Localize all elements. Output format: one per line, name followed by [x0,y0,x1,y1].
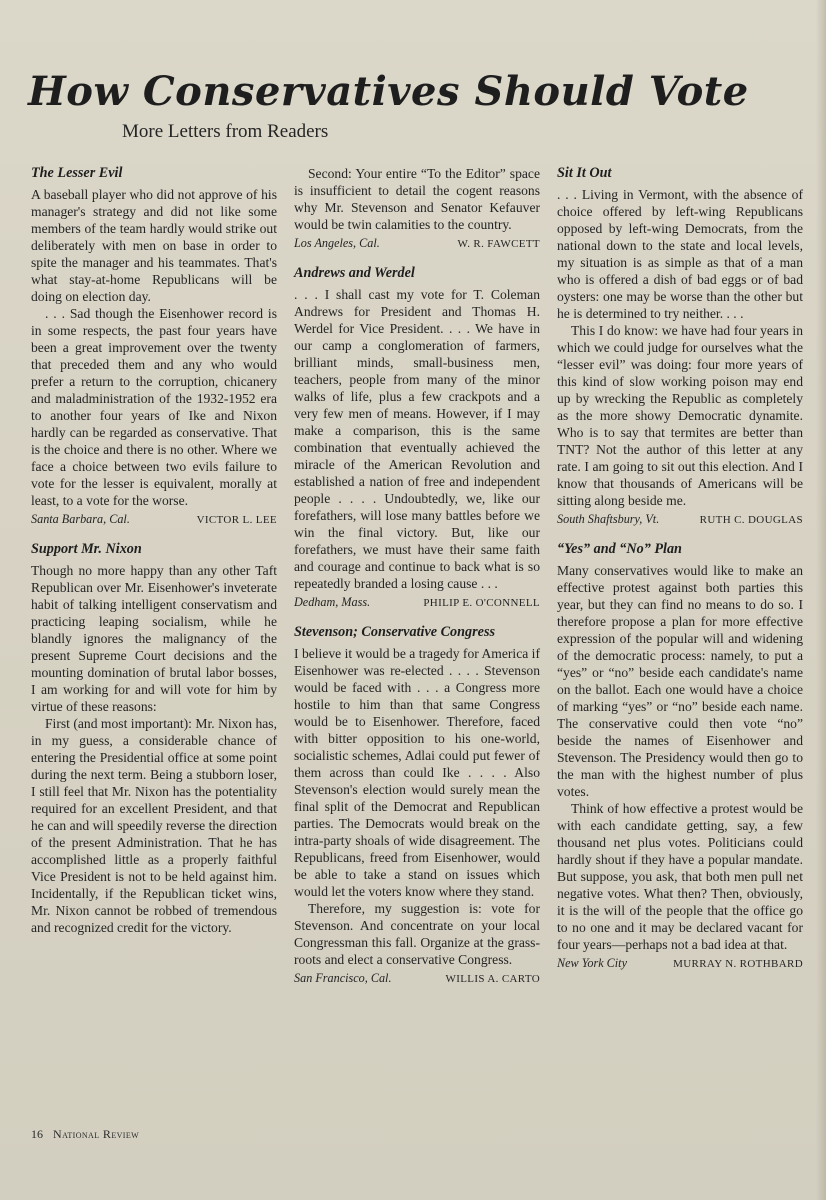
letter-stevenson-conservative-congress [294,624,540,986]
letter-title: “Yes” and “No” Plan [557,541,682,557]
letter-author: MURRAY N. ROTHBARD [673,958,803,970]
letter-paragraph: This I do know: we have had four years in which we could judge for ourselves what the “lesser evil” was doing: four more years of this kind of slow working poison may end up by wrecking the Republic as completely as the more showy Democratic dynamite. Who is to say that termites are better than TNT? Not the author of this letter at any rate. I am going to sit out this election. And I know that thousands of Americans will be sitting along beside me. [557,323,803,508]
publication-name: National Review [53,1127,140,1141]
letter-signature [294,236,540,251]
page-footer [31,1127,139,1142]
letter-location: Santa Barbara, Cal. [31,512,130,526]
letter-signature [31,512,277,527]
letter-andrews-and-werdel [294,265,540,610]
letter-support-mr-nixon [31,541,277,939]
left-column [31,165,277,939]
page-title: How Conservatives Should Vote [28,67,749,115]
letter-second-point [294,165,540,251]
letter-author: RUTH C. DOUGLAS [699,514,803,526]
letter-title: The Lesser Evil [31,165,123,181]
letter-location: San Francisco, Cal. [294,971,392,985]
letter-paragraph: Think of how effective a protest would be with each candidate getting, say, a few thousand net plus votes. Politicians could hardly shout if they have a popular mandate. But suppose, you ask, that both men pull net negative votes. What then? Then, obviously, it is the will of the people that the office go to no one and it may be declared vacant for four years—perhaps not a bad idea at that. [557,801,803,952]
right-column [557,165,803,971]
letter-author: W. R. FAWCETT [457,238,540,250]
letter-title: Sit It Out [557,165,612,181]
letter-paragraph: . . . Sad though the Eisenhower record is in some respects, the past four years have been a great improvement over the twenty that preceded them and any who would prefer a return to the corruption, chicanery and maladministration of the 1932-1952 era to another four years of Ike and Nixon hardly can be regarded as conservative. That is the choice and there is no other. Where we face a choice between two evils failure to vote for the lesser is equivalent, morally at least, to a vote for the worse. [31,306,277,508]
middle-column [294,165,540,986]
letter-sit-it-out [557,165,803,527]
page-edge-shadow [816,0,826,1200]
letter-paragraph: Many conservatives would like to make an effective protest against both parties this year, but they can find no means to do so. I therefore propose a plan for more effective expression of the popular will and widening of the democratic process: namely, to put a “yes” or “no” beside each candidate's name on the ballot. Each one would have a choice of marking “yes” or “no” beside each name. The conservative could then vote “no” beside the names of Eisenhower and Stevenson. The Presidency would then go to the man with the highest number of plus votes. [557,563,803,799]
letter-signature [294,595,540,610]
letter-location: South Shaftsbury, Vt. [557,512,660,526]
letter-lesser-evil [31,165,277,527]
letter-author: PHILIP E. O'CONNELL [423,597,540,609]
letter-signature [294,971,540,986]
letter-title: Andrews and Werdel [294,265,415,281]
letter-paragraph: I believe it would be a tragedy for America if Eisenhower was re-elected . . . . Stevenson would be faced with . . . a Congress more hostile to him than that same Congress would be to Eisenhower. Therefore, faced with bitter opposition to his one-world, socialistic schemes, Adlai could put fewer of them across than could Ike . . . . Also Stevenson's election would surely mean the final split of the Democrat and Republican parties. The Democrats would break on the intra-party shoals of wide disagreement. The Republicans, freed from Eisenhower, would be able to take a stand on issues which would let the voters know where they stand. [294,646,540,899]
letter-location: Dedham, Mass. [294,595,371,609]
letter-location: Los Angeles, Cal. [294,236,380,250]
letter-author: VICTOR L. LEE [196,514,277,526]
page-subtitle: More Letters from Readers [122,121,329,142]
letter-title: Support Mr. Nixon [31,541,142,557]
letter-paragraph: . . . Living in Vermont, with the absence of choice offered by left-wing Republicans opposed by left-wing Democrats, from the national down to the state and local levels, my situation is as simple as that of a man who is offered a dish of bad eggs or of bad oysters: one may be worse than the other but he is determined to try neither. . . . [557,187,803,321]
letter-paragraph: Therefore, my suggestion is: vote for Stevenson. And concentrate on your local Congressman this fall. Organize at the grass-roots and elect a conservative Congress. [294,901,540,967]
letter-paragraph: . . . I shall cast my vote for T. Coleman Andrews for President and Thomas H. Werdel for Vice President. . . . We have in our camp a conglomeration of farmers, brilliant minds, small-business men, teachers, people from many of the minor walks of life, plus a few crackpots and a very few men of means. However, if I may make a comparison, this is the same combination that eventually achieved the miracle of the American Revolution and established a nation of free and independent people . . . . Undoubtedly, we, like our forefathers, will lose many battles before we win the final victory. But, like our forefathers, we must have their same faith and courage and continue to back what is so repeatedly branded a losing cause . . . [294,287,540,591]
letter-yes-and-no-plan [557,541,803,971]
page-number: 16 [31,1127,43,1141]
letter-signature [557,512,803,527]
letter-signature [557,956,803,971]
letter-paragraph: A baseball player who did not approve of his manager's strategy and did not like some members of the team hardly would strike out deliberately with men on base in order to spite the manager and his teammates. That's what stay-at-home Republicans will be doing on election day. [31,187,277,304]
letter-paragraph: Though no more happy than any other Taft Republican over Mr. Eisenhower's inveterate habit of talking intelligent conservatism and practicing leaping socialism, while he blandly ignores the malignancy of the present Supreme Court decisions and the mounting domination of brutal labor bosses, I am working for and will vote for him by virtue of these reasons: [31,563,277,714]
letter-paragraph: First (and most important): Mr. Nixon has, in my guess, a considerable chance of entering the Presidential office at some point during the next term. Being a stubborn loser, I still feel that Mr. Nixon has the potentiality required for an excellent President, and that he can and will speedily reverse the direction of the present Administration. That he has accomplished little as a properly faithful Vice President is not to be held against him. Incidentally, if the Republican ticket wins, Mr. Nixon cannot be robbed of tremendous and recognized credit for the victory. [31,716,277,935]
letter-title: Stevenson; Conservative Congress [294,624,495,640]
letter-location: New York City [557,956,627,970]
letter-paragraph: Second: Your entire “To the Editor” space is insufficient to detail the cogent reasons why Mr. Stevenson and Senator Kefauver would be twin calamities to the country. [294,166,540,232]
letter-author: WILLIS A. CARTO [445,973,540,985]
